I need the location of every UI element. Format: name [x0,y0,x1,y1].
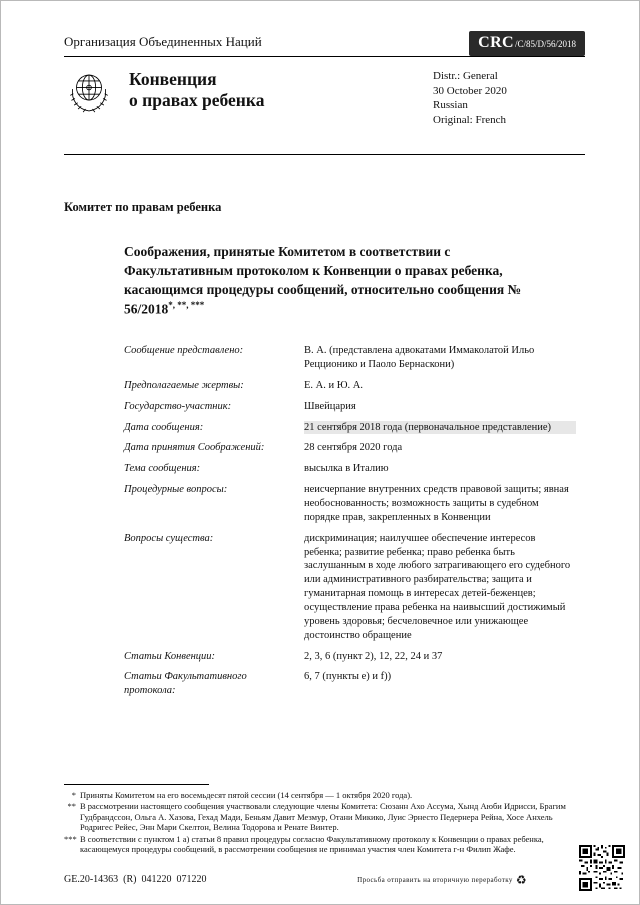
footnote-separator [64,784,209,785]
masthead [64,57,585,155]
detail-label: Статьи Факультативного протокола: [124,671,247,697]
recycle-icon: ♻ [515,873,527,887]
footnote-text: В рассмотрении настоящего сообщения участвовали следующие члены Комитета: Сюзанн Ахо Ассума, Хынд Аюби Идрисси, Брагим Гудбрандссон, Ольга А. Хазова, Гехад Мади, Беньям Давит Мезмур, Отани Микико, Луис Эрнесто Педернера Рейна, Хосе Анхель Родригес Рейес, Энн Мари Скелтон, Велина Тодорова и Ренате Винтер. [80,801,566,833]
distr-line: Distr.: General [433,70,498,82]
footnote-marker: ** [67,801,76,812]
recycle-note [357,874,527,886]
committee-heading: Комитет по правам ребенка [64,200,222,214]
detail-value: В. А. (представлена адвокатами Иммаколатой Ильо Рецционико и Паоло Бернаскони) [304,345,535,370]
org-name: Организация Объединенных Наций [64,34,262,49]
detail-row [124,532,585,643]
detail-label: Вопросы существа: [124,532,214,544]
detail-label: Дата принятия Соображений: [124,442,265,454]
distr-line: 30 October 2020 [433,84,507,97]
detail-label: Дата сообщения: [124,421,204,433]
detail-label: Государство-участник: [124,400,232,412]
detail-value: 28 сентября 2020 года [304,442,403,454]
doc-symbol-suffix: /C/85/D/56/2018 [514,39,576,49]
header [64,1,585,56]
document-id: GE.20-14363 (R) 041220 071220 [64,874,207,885]
detail-value: 2, 3, 6 (пункт 2), 12, 22, 24 и 37 [304,650,443,662]
detail-value: дискриминация; наилучшее обеспечение интересов ребенка; развитие ребенка; право ребенка быть заслушанным в ходе любого затрагивающего его судебного или административного разбирательства; защита и гуманитарная помощь в интересах детей-беженцев; осуществление права ребенка на наивысший достижимый уровень здоровья; бесчеловечное или унижающее достоинство обращение [304,532,571,641]
detail-label: Предполагаемые жертвы: [124,379,244,391]
publication-title-line2: о правах ребенка [129,90,265,111]
recycle-note-text: Просьба отправить на вторичную переработку [357,876,513,884]
footnote-text: Приняты Комитетом на его восемьдесят пятой сессии (14 сентября — 1 октября 2020 года). [80,789,413,800]
detail-row [124,462,585,476]
un-emblem-icon [64,68,114,118]
detail-row [124,379,585,393]
detail-value: высылка в Италию [304,463,389,475]
distr-line: Russian [433,99,468,112]
detail-row [124,670,585,698]
doc-symbol-prefix: CRC [478,34,514,51]
footnote [64,801,585,833]
detail-row [124,400,585,414]
detail-row [124,421,585,435]
doc-symbol-badge [469,31,585,56]
case-details [124,344,585,698]
detail-row [124,483,585,525]
detail-value: 6, 7 (пункты e) и f)) [304,671,392,683]
detail-row [124,650,585,664]
detail-label: Сообщение представлено: [124,345,244,357]
footnotes [64,784,585,856]
distribution-info [433,66,585,154]
footnote [64,790,585,801]
footnote-text: В соответствии с пунктом 1 a) статьи 8 правил процедуры согласно Факультативному протоколу к Конвенции о правах ребенка, касающемуся процедуры сообщений, в рассмотрении сообщения не принимал участия член Комитета г-н Филип Жафе. [80,833,544,855]
detail-value: неисчерпание внутренних средств правовой защиты; явная необоснованность; возможность защиты в судебном порядке прав, закрепленных в Конвенции [304,484,569,523]
page-footer [64,874,527,886]
detail-label: Тема сообщения: [124,463,201,475]
document-title-text: Соображения, принятые Комитетом в соответствии с Факультативным протоколом к Конвенции о правах ребенка, касающимся процедуры сообщений, относительно сообщения № 56/2018 [124,244,522,317]
footnote-marker: *** [64,833,77,844]
qr-code [579,845,625,891]
publication-title-line1: Конвенция [129,69,217,89]
detail-value: Швейцария [304,400,356,412]
detail-label: Процедурные вопросы: [124,484,228,496]
distr-line: Original: French [433,113,507,126]
detail-value: Е. А. и Ю. А. [304,379,363,391]
detail-row [124,441,585,455]
footnote-refs: *, **, *** [168,300,205,311]
detail-row [124,344,585,372]
footnote-marker: * [71,789,76,800]
publication-title [129,66,264,154]
detail-value: 21 сентября 2018 года (первоначальное представление) [304,421,576,435]
detail-label: Статьи Конвенции: [124,650,216,662]
footnote [64,834,585,855]
document-title [124,242,526,319]
